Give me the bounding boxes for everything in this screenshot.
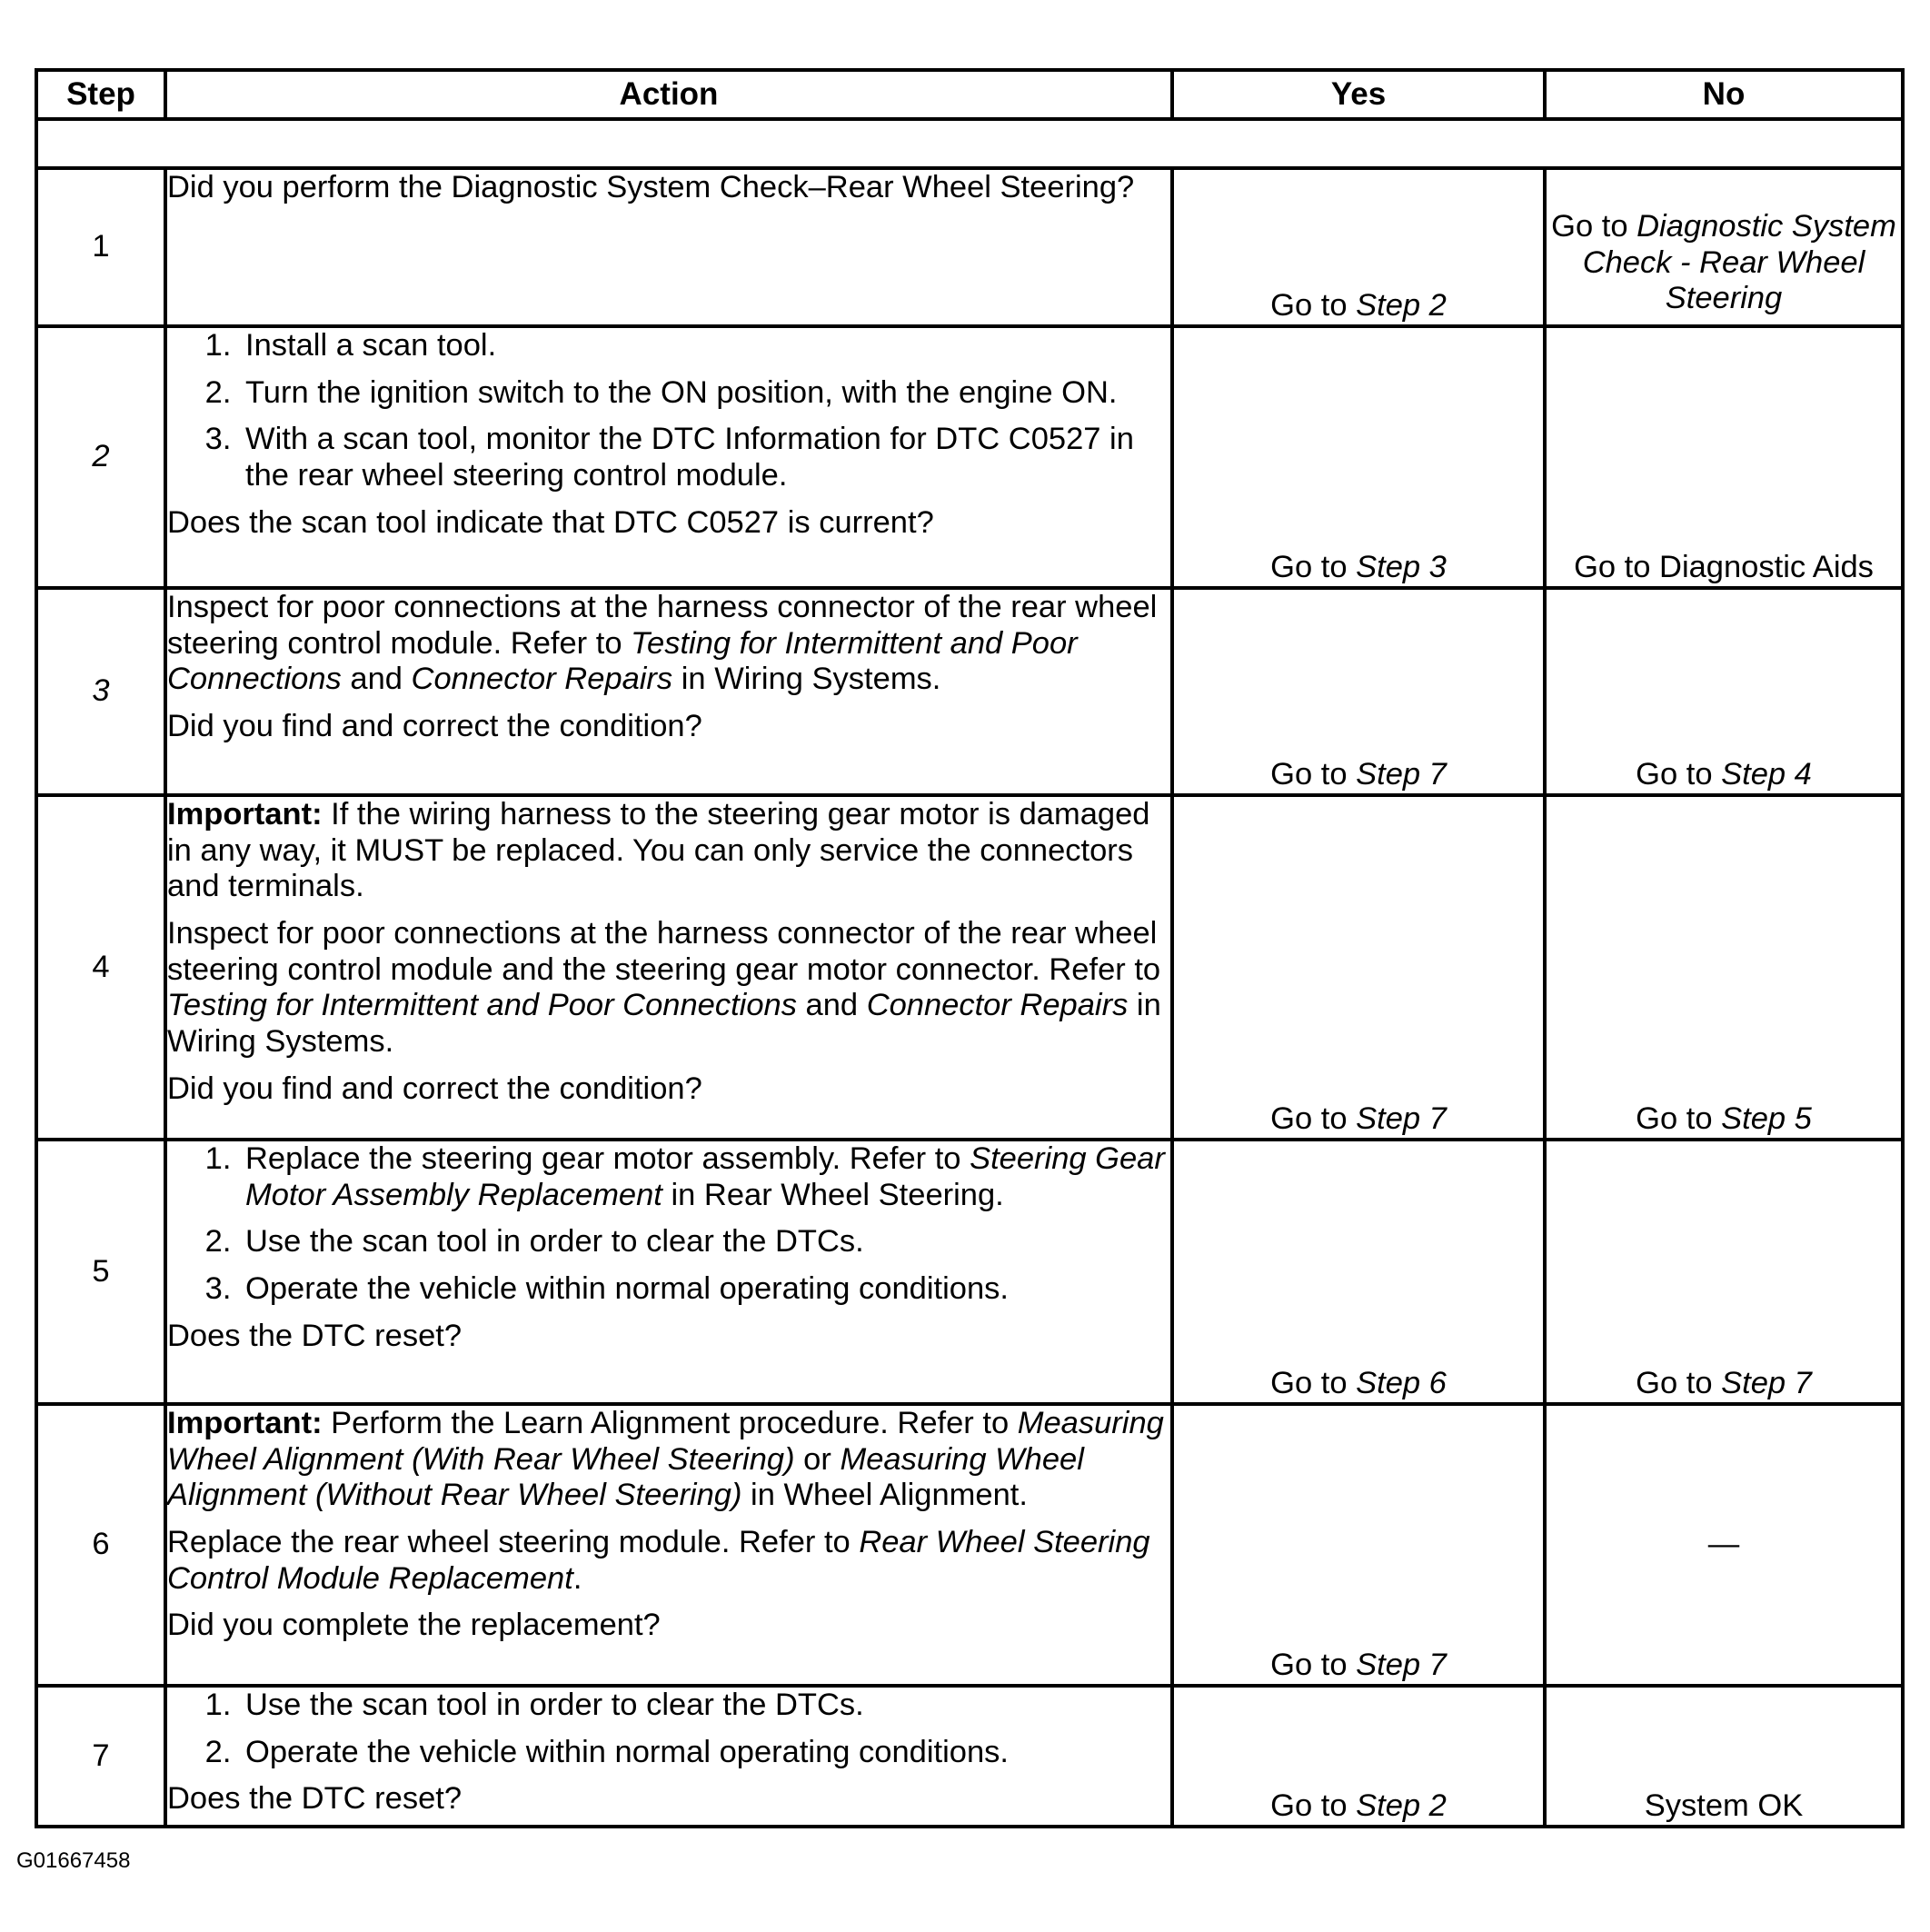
no-cell	[1545, 1686, 1903, 1827]
yes-cell	[1172, 326, 1545, 588]
yes-cell	[1172, 1686, 1545, 1827]
yes-prefix: Go to	[1270, 1648, 1357, 1683]
no-text: System OK	[1644, 1788, 1804, 1824]
table-row	[36, 795, 1903, 1140]
spacer-row	[36, 119, 1903, 168]
ref-connector-repairs[interactable]: Connector Repairs	[866, 988, 1129, 1023]
action-cell	[165, 1686, 1172, 1827]
yes-step-link[interactable]: Step 7	[1356, 1101, 1447, 1137]
action-cell	[165, 326, 1172, 588]
important-label: Important:	[167, 797, 323, 832]
yes-step-link[interactable]: Step 3	[1356, 550, 1447, 585]
step-number: 5	[36, 1140, 165, 1404]
action-paragraph: Inspect for poor connections at the harness connector of the rear wheel steering control module. Refer to Testing for Intermittent and Poor Connections and Connector Repairs in Wiring Systems.	[167, 590, 1158, 697]
action-paragraph: Inspect for poor connections at the harness connector of the rear wheel steering control module and the steering gear motor connector. Refer to Testing for Intermittent and Poor Connections and Connector Repairs in Wiring Systems.	[167, 916, 1161, 1060]
figure-code: G01667458	[16, 1848, 131, 1873]
table-row	[36, 1140, 1903, 1404]
important-note: Important: Perform the Learn Alignment procedure. Refer to Measuring Wheel Alignment (With Rear Wheel Steering) or Measuring Wheel Alignment (Without Rear Wheel Steering) in Wheel Alignment.	[167, 1406, 1164, 1513]
table-row	[36, 1404, 1903, 1686]
important-note: Important: If the wiring harness to the steering gear motor is damaged in any way, it MUST be replaced. You can only service the connectors and terminals.	[167, 797, 1150, 904]
header-no: No	[1545, 70, 1903, 119]
no-cell	[1545, 795, 1903, 1140]
list-item: 2. Turn the ignition switch to the ON position, with the engine ON.	[240, 375, 1170, 412]
yes-cell	[1172, 588, 1545, 795]
action-cell	[165, 168, 1172, 326]
action-cell	[165, 1404, 1172, 1686]
action-question: Does the scan tool indicate that DTC C0527 is current?	[167, 504, 934, 540]
ref-alignment-with-rws[interactable]: Measuring Wheel Alignment (With Rear Wheel Steering)	[167, 1406, 1164, 1477]
important-label: Important:	[167, 1406, 323, 1440]
ref-connector-repairs[interactable]: Connector Repairs	[411, 662, 673, 697]
spacer-cell	[36, 119, 1903, 168]
yes-cell	[1172, 168, 1545, 326]
yes-prefix: Go to	[1270, 550, 1357, 585]
header-action: Action	[165, 70, 1172, 119]
action-cell	[165, 795, 1172, 1140]
action-cell	[165, 588, 1172, 795]
action-list	[167, 1688, 1170, 1770]
action-question: Did you find and correct the condition?	[167, 1071, 702, 1106]
action-question: Did you perform the Diagnostic System Check–Rear Wheel Steering?	[167, 170, 1135, 204]
step-number: 2	[36, 326, 165, 588]
yes-cell	[1172, 1404, 1545, 1686]
yes-step-link[interactable]: Step 2	[1356, 1788, 1447, 1824]
ref-testing-intermittent[interactable]: Testing for Intermittent and Poor Connections	[167, 625, 1078, 697]
ref-module-replacement[interactable]: Rear Wheel Steering Control Module Replacement	[167, 1525, 1150, 1596]
list-item: 3. With a scan tool, monitor the DTC Information for DTC C0527 in the rear wheel steering control module.	[240, 422, 1170, 493]
list-item: 3. Operate the vehicle within normal operating conditions.	[240, 1271, 1170, 1308]
ref-alignment-without-rws[interactable]: Measuring Wheel Alignment (Without Rear Wheel Steering)	[167, 1441, 1084, 1513]
no-prefix: Go to	[1636, 1366, 1722, 1401]
step-number: 1	[36, 168, 165, 326]
action-question: Does the DTC reset?	[167, 1781, 463, 1817]
header-step: Step	[36, 70, 165, 119]
step-number: 6	[36, 1404, 165, 1686]
no-step-link[interactable]: Step 7	[1721, 1366, 1812, 1401]
step-number: 7	[36, 1686, 165, 1827]
no-text[interactable]: Go to Diagnostic Aids	[1574, 550, 1874, 585]
no-link[interactable]: Go to Diagnostic System Check - Rear Wheel Steering	[1551, 208, 1896, 316]
no-step-link[interactable]: Step 5	[1721, 1101, 1812, 1137]
action-question: Did you complete the replacement?	[167, 1608, 661, 1643]
table-row	[36, 588, 1903, 795]
action-list	[167, 328, 1170, 494]
no-prefix: Go to	[1636, 757, 1722, 792]
yes-prefix: Go to	[1270, 757, 1357, 792]
list-item: 1. Replace the steering gear motor assembly. Refer to Steering Gear Motor Assembly Replacement in Rear Wheel Steering.	[240, 1141, 1170, 1213]
ref-gear-motor-replacement[interactable]: Steering Gear Motor Assembly Replacement	[245, 1141, 1165, 1212]
diagnostic-table	[35, 68, 1905, 1828]
ref-testing-intermittent[interactable]: Testing for Intermittent and Poor Connections	[167, 988, 797, 1023]
no-prefix: Go to	[1636, 1101, 1722, 1137]
step-number: 4	[36, 795, 165, 1140]
no-cell	[1545, 326, 1903, 588]
no-cell	[1545, 1404, 1903, 1686]
action-question: Did you find and correct the condition?	[167, 709, 702, 744]
table-row	[36, 168, 1903, 326]
list-item: 2. Use the scan tool in order to clear the DTCs.	[240, 1224, 1170, 1260]
list-item: 1. Use the scan tool in order to clear the DTCs.	[240, 1688, 1170, 1724]
yes-step-link[interactable]: Step 7	[1356, 757, 1447, 792]
yes-step-link[interactable]: Step 2	[1356, 288, 1447, 324]
header-row	[36, 70, 1903, 119]
no-cell	[1545, 168, 1903, 326]
no-cell	[1545, 1140, 1903, 1404]
yes-prefix: Go to	[1270, 288, 1357, 324]
table-row	[36, 1686, 1903, 1827]
yes-prefix: Go to	[1270, 1366, 1357, 1401]
action-list	[167, 1141, 1170, 1308]
list-item: 2. Operate the vehicle within normal operating conditions.	[240, 1735, 1170, 1771]
step-number: 3	[36, 588, 165, 795]
action-question: Does the DTC reset?	[167, 1318, 463, 1353]
action-cell	[165, 1140, 1172, 1404]
table-row	[36, 326, 1903, 588]
yes-prefix: Go to	[1270, 1788, 1357, 1824]
yes-step-link[interactable]: Step 7	[1356, 1648, 1447, 1683]
yes-prefix: Go to	[1270, 1101, 1357, 1137]
list-item: 1. Install a scan tool.	[240, 328, 1170, 364]
header-yes: Yes	[1172, 70, 1545, 119]
yes-cell	[1172, 1140, 1545, 1404]
no-cell	[1545, 588, 1903, 795]
no-dash: —	[1707, 1527, 1740, 1562]
yes-cell	[1172, 795, 1545, 1140]
yes-step-link[interactable]: Step 6	[1356, 1366, 1447, 1401]
no-step-link[interactable]: Step 4	[1721, 757, 1812, 792]
action-paragraph: Replace the rear wheel steering module. Refer to Rear Wheel Steering Control Module Replacement.	[167, 1525, 1150, 1596]
